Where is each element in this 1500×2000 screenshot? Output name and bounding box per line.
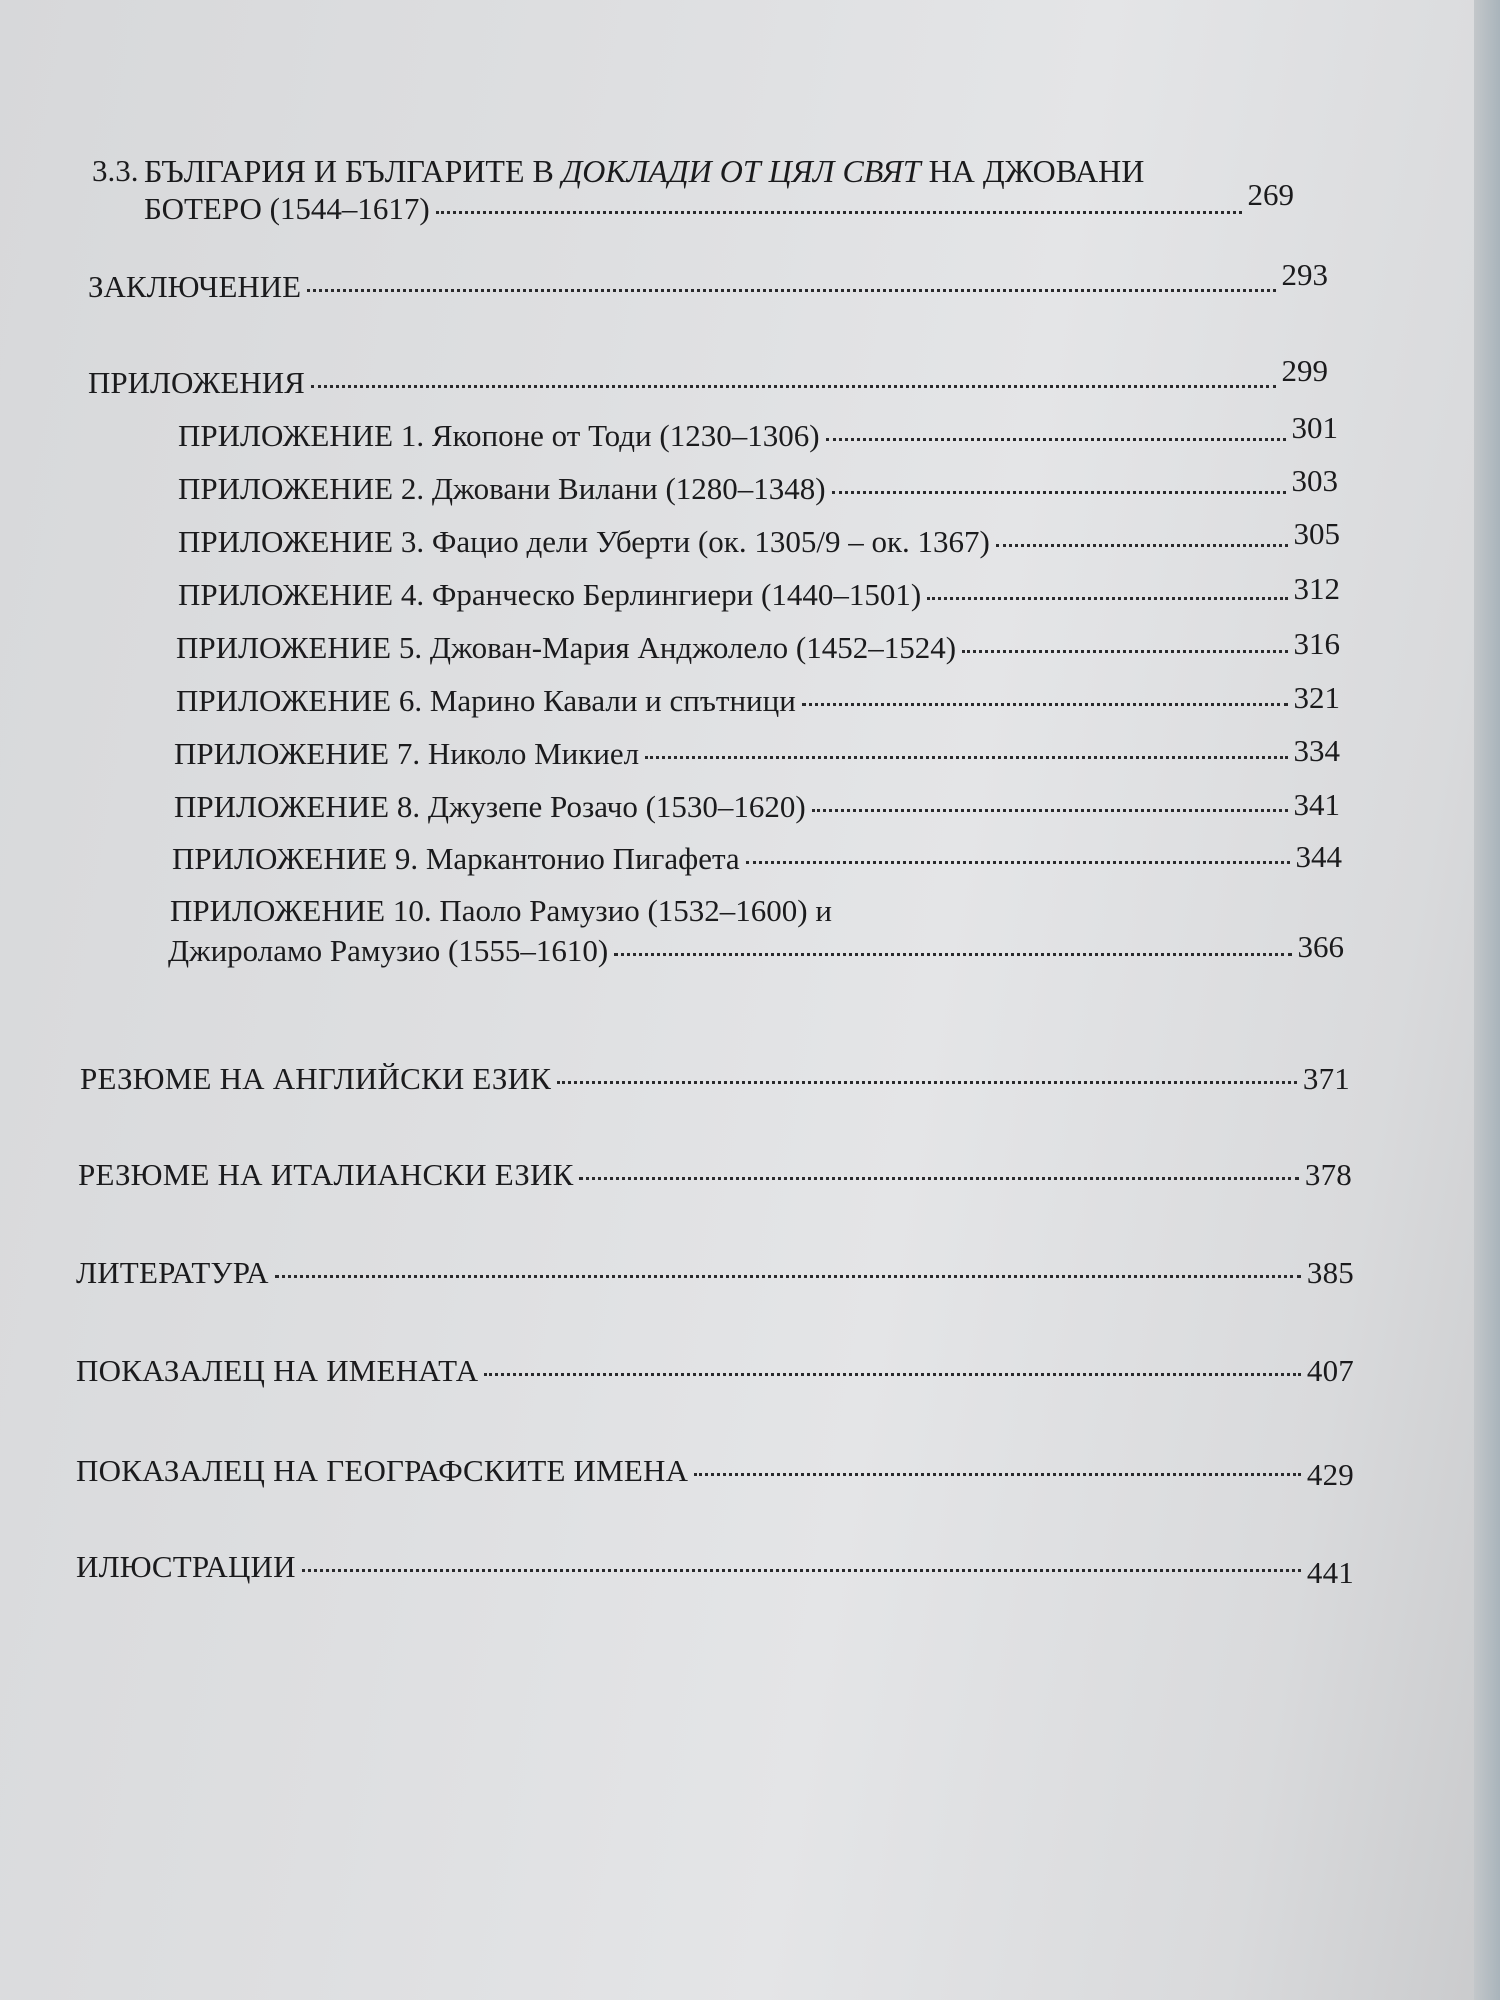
toc-appendix-item: ПРИЛОЖЕНИЕ 5. Джован-Мария Анджолело (1452–1524) 316 <box>176 626 1340 665</box>
toc-entry-geo-index: ПОКАЗАЛЕЦ НА ГЕОГРАФСКИТЕ ИМЕНА 429 <box>76 1453 1354 1492</box>
leader-dots <box>996 544 1288 547</box>
leader-dots <box>484 1373 1301 1376</box>
page-number: 366 <box>1297 929 1344 964</box>
page-number: 334 <box>1293 733 1340 768</box>
page-number: 441 <box>1306 1555 1354 1590</box>
toc-entry-literature: ЛИТЕРАТУРА 385 <box>76 1255 1354 1290</box>
page-number: 301 <box>1291 410 1338 445</box>
toc-appendix-item: ПРИЛОЖЕНИЕ 4. Франческо Берлингиери (1440–1501) 312 <box>178 571 1340 612</box>
leader-dots <box>275 1275 1301 1278</box>
toc-entry-conclusion: ЗАКЛЮЧЕНИЕ 293 <box>88 257 1328 304</box>
toc-entry-summary-it: РЕЗЮМЕ НА ИТАЛИАНСКИ ЕЗИК 378 <box>78 1157 1352 1192</box>
page-number: 341 <box>1293 787 1340 822</box>
leader-dots <box>826 438 1286 441</box>
leader-dots <box>645 756 1287 759</box>
toc-entry-illustrations: ИЛЮСТРАЦИИ 441 <box>76 1549 1354 1590</box>
page-number: 385 <box>1306 1255 1354 1290</box>
page-number: 321 <box>1293 680 1340 715</box>
leader-dots <box>614 953 1291 956</box>
toc-appendix-item: ПРИЛОЖЕНИЕ 7. Николо Микиел 334 <box>174 733 1340 771</box>
page-number: 299 <box>1281 353 1328 388</box>
entry-title-line1: БЪЛГАРИЯ И БЪЛГАРИТЕ В ДОКЛАДИ ОТ ЦЯЛ СВЯТ НА ДЖОВАНИ <box>144 153 1145 189</box>
toc-appendix-item: ПРИЛОЖЕНИЕ 1. Якопоне от Тоди (1230–1306) 301 <box>178 410 1338 453</box>
toc-entry-summary-en: РЕЗЮМЕ НА АНГЛИЙСКИ ЕЗИК 371 <box>80 1061 1350 1096</box>
leader-dots <box>812 809 1288 812</box>
page-number: 316 <box>1293 626 1340 661</box>
leader-dots <box>802 703 1288 706</box>
toc-appendix-item: ПРИЛОЖЕНИЕ 6. Марино Кавали и спътници 321 <box>176 680 1340 718</box>
leader-dots <box>557 1081 1297 1084</box>
toc-entry-appendices: ПРИЛОЖЕНИЯ 299 <box>88 353 1328 400</box>
leader-dots <box>307 289 1275 292</box>
page-number: 312 <box>1293 571 1340 606</box>
toc-appendix-item-10: ПРИЛОЖЕНИЕ 10. Паоло Рамузио (1532–1600) и Джироламо Рамузио (1555–1610) 366 <box>168 893 1344 968</box>
toc-appendix-item: ПРИЛОЖЕНИЕ 3. Фацио дели Уберти (ок. 1305/9 – ок. 1367) 305 <box>178 516 1340 559</box>
leader-dots <box>927 597 1287 600</box>
page-number: 303 <box>1291 463 1338 498</box>
leader-dots <box>436 211 1242 214</box>
page-number: 293 <box>1281 257 1328 292</box>
leader-dots <box>746 861 1290 864</box>
page-number: 378 <box>1304 1157 1352 1192</box>
page-number: 269 <box>1247 177 1294 212</box>
leader-dots <box>579 1177 1298 1180</box>
section-number: 3.3. <box>92 153 139 188</box>
page-number: 429 <box>1306 1457 1354 1492</box>
toc-entry-3-3 <box>92 152 1322 232</box>
leader-dots <box>694 1473 1301 1476</box>
leader-dots <box>832 491 1286 494</box>
toc-appendix-item: ПРИЛОЖЕНИЕ 9. Маркантонио Пигафета 344 <box>172 839 1342 876</box>
page-number: 305 <box>1293 516 1340 551</box>
leader-dots <box>302 1569 1301 1572</box>
toc-appendix-item: ПРИЛОЖЕНИЕ 8. Джузепе Розачо (1530–1620) 341 <box>174 787 1340 824</box>
entry-title-line2: БОТЕРО (1544–1617) <box>144 191 430 226</box>
toc-appendix-item: ПРИЛОЖЕНИЕ 2. Джовани Вилани (1280–1348) 303 <box>178 463 1338 506</box>
leader-dots <box>962 650 1287 653</box>
leader-dots <box>311 385 1276 388</box>
page-number: 344 <box>1295 839 1342 874</box>
page-number: 407 <box>1306 1353 1354 1388</box>
toc-entry-names-index: ПОКАЗАЛЕЦ НА ИМЕНАТА 407 <box>76 1353 1354 1388</box>
page-number: 371 <box>1302 1061 1350 1096</box>
page-edge <box>1474 0 1500 2000</box>
